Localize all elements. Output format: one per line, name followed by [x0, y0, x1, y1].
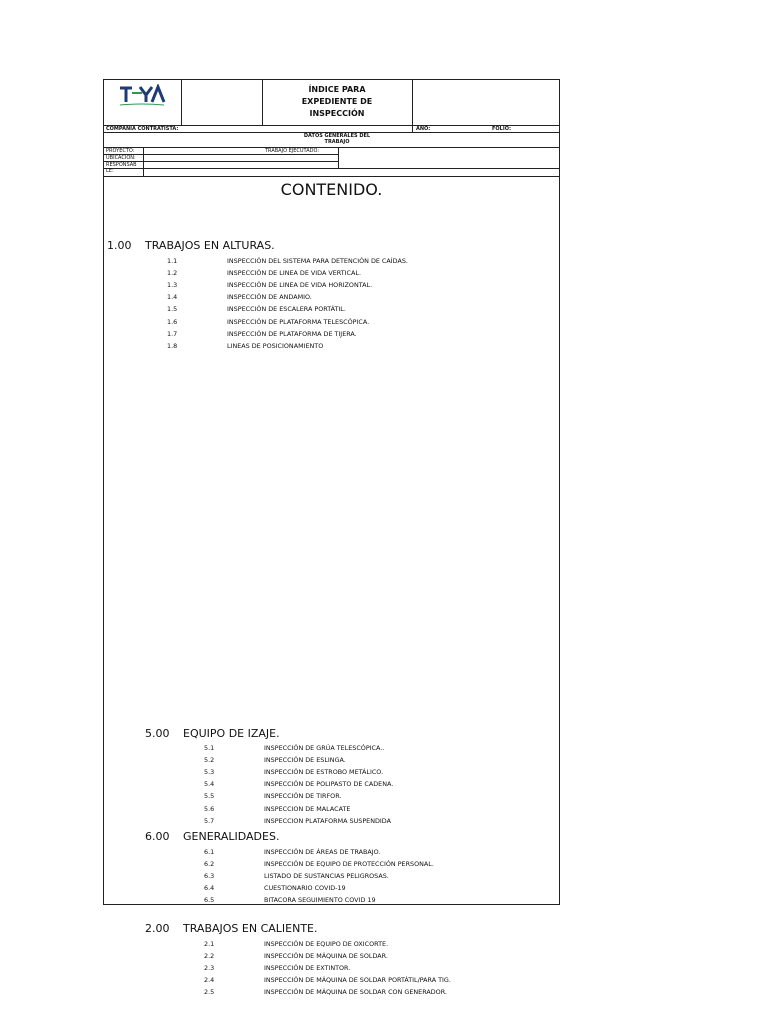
- item-number: 1.6: [167, 317, 178, 326]
- item-label: INSPECCIÓN DE MÁQUINA DE SOLDAR PORTÁTIL/PARA TIG.: [264, 976, 451, 985]
- item-label: INSPECCIÓN DE PLATAFORMA DE TIJERA.: [227, 329, 357, 338]
- item-number: 2.4: [204, 976, 215, 985]
- item-label: INSPECCIÓN DE LINEA DE VIDA VERTICAL.: [227, 269, 361, 278]
- item-number: 6.3: [204, 872, 215, 880]
- location-label: UBICACIÓN:: [106, 155, 136, 161]
- folio-label: FOLIO:: [492, 126, 511, 132]
- company-logo: [118, 84, 166, 108]
- item-label: INSPECCIÓN DE MÁQUINA DE SOLDAR CON GENERADOR.: [264, 988, 447, 997]
- header-divider: [143, 147, 144, 176]
- item-number: 1.4: [167, 293, 178, 302]
- section-heading: 2.00 TRABAJOS EN CALIENTE.: [145, 922, 318, 935]
- header-line: [103, 176, 560, 177]
- item-number: 5.3: [204, 768, 215, 777]
- item-label: LISTADO DE SUSTANCIAS PELIGROSAS.: [264, 872, 389, 880]
- item-label: BITACORA SEGUIMIENTO COVID 19: [264, 896, 376, 904]
- document-title: ÍNDICE PARA EXPEDIENTE DE INSPECCIÓN: [301, 85, 373, 118]
- item-number: 6.5: [204, 896, 215, 904]
- header-line: [103, 154, 338, 155]
- item-label: INSPECCIÓN DE TIRFOR.: [264, 792, 342, 801]
- contents-title: CONTENIDO.: [280, 180, 383, 199]
- item-number: 1.8: [167, 341, 178, 350]
- section-heading: 5.00 EQUIPO DE IZAJE.: [145, 727, 280, 740]
- responsible-label: RESPONSAB LE:: [106, 162, 137, 174]
- item-number: 1.5: [167, 305, 178, 314]
- item-label: INSPECCIÓN DE PLATAFORMA TELESCÓPICA.: [227, 317, 370, 326]
- item-label: INSPECCIÓN DE MÁQUINA DE SOLDAR.: [264, 952, 388, 961]
- item-label: INSPECCION DE MALACATE: [264, 804, 351, 813]
- item-label: INSPECCION PLATAFORMA SUSPENDIDA: [264, 816, 391, 825]
- general-data-heading: DATOS GENERALES DEL TRABAJO: [303, 133, 371, 145]
- header-line: [103, 161, 338, 162]
- item-number: 5.4: [204, 780, 215, 789]
- item-number: 1.7: [167, 329, 178, 338]
- item-label: INSPECCIÓN DE EQUIPO DE PROTECCIÓN PERSONAL.: [264, 860, 434, 868]
- item-label: INSPECCIÓN DEL SISTEMA PARA DETENCIÓN DE CAÍDAS.: [227, 257, 408, 265]
- item-label: INSPECCIÓN DE GRÚA TELESCÓPICA..: [264, 744, 385, 752]
- header-divider: [181, 79, 182, 125]
- item-number: 6.2: [204, 860, 215, 868]
- header-line: [103, 168, 560, 169]
- item-number: 1.1: [167, 257, 178, 265]
- item-number: 2.1: [204, 940, 215, 948]
- section-heading: 6.00 GENERALIDADES.: [145, 830, 280, 843]
- item-number: 1.2: [167, 269, 178, 278]
- item-number: 5.6: [204, 804, 215, 813]
- item-label: INSPECCIÓN DE EQUIPO DE OXICORTE.: [264, 940, 389, 948]
- item-label: INSPECCIÓN DE ESTROBO METÁLICO.: [264, 768, 384, 777]
- item-label: INSPECCIÓN DE ESCALERA PORTÁTIL.: [227, 305, 346, 314]
- item-label: INSPECCIÓN DE ESLINGA.: [264, 756, 346, 765]
- item-number: 6.1: [204, 848, 215, 856]
- item-number: 5.2: [204, 756, 215, 765]
- logo-mark: [118, 84, 166, 108]
- year-label: AÑO:: [416, 126, 431, 132]
- item-number: 5.5: [204, 792, 215, 801]
- item-number: 2.2: [204, 952, 215, 961]
- item-label: LINEAS DE POSICIONAMIENTO: [227, 341, 324, 350]
- item-label: INSPECCIÓN DE POLIPASTO DE CADENA.: [264, 780, 394, 789]
- header-line: [103, 147, 560, 148]
- item-label: INSPECCIÓN DE ÁREAS DE TRABAJO.: [264, 848, 381, 856]
- item-number: 2.3: [204, 964, 215, 973]
- item-label: INSPECCIÓN DE LINEA DE VIDA HORIZONTAL.: [227, 281, 373, 290]
- item-number: 5.7: [204, 816, 215, 825]
- item-label: INSPECCIÓN DE ANDAMIO.: [227, 293, 312, 302]
- item-number: 5.1: [204, 744, 215, 752]
- company-label: COMPAÑÍA CONTRATISTA:: [106, 126, 179, 132]
- item-number: 2.5: [204, 988, 215, 997]
- header-divider: [338, 147, 339, 168]
- item-label: CUESTIONARIO COVID-19: [264, 884, 346, 892]
- project-label: PROYECTO:: [106, 148, 135, 154]
- section-heading: 1.00 TRABAJOS EN ALTURAS.: [107, 239, 275, 252]
- work-label: TRABAJO EJECUTADO:: [265, 148, 320, 154]
- item-number: 6.4: [204, 884, 215, 892]
- item-label: INSPECCIÓN DE EXTINTOR.: [264, 964, 351, 973]
- item-number: 1.3: [167, 281, 178, 290]
